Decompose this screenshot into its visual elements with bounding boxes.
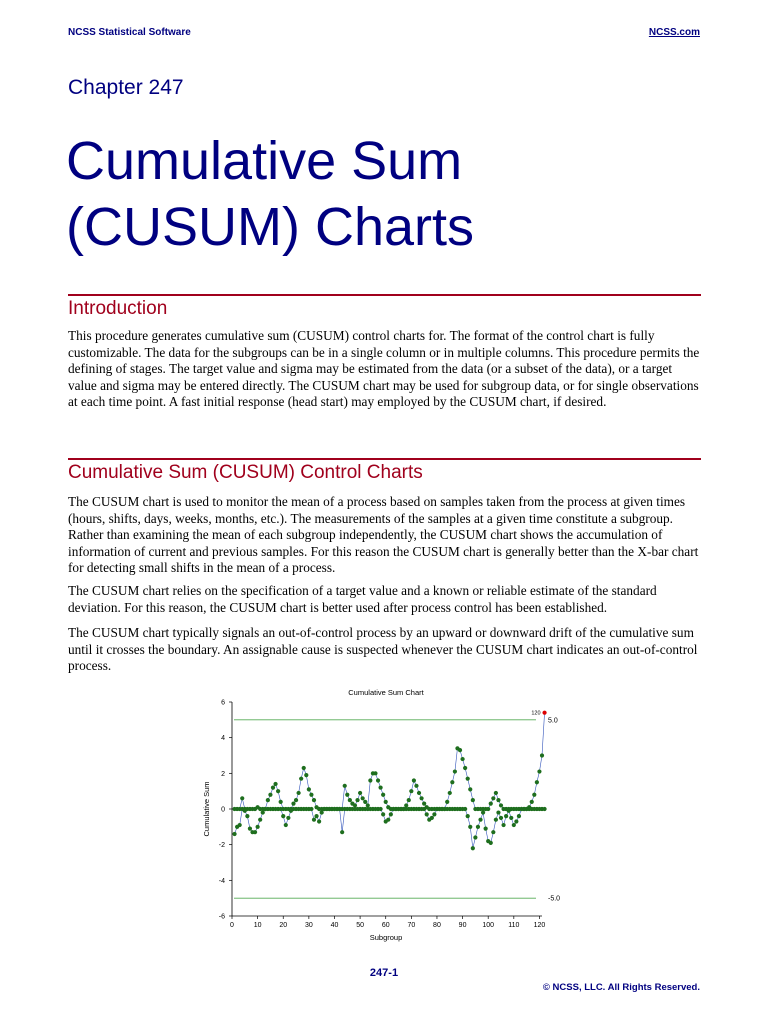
chart-point-upper: [489, 802, 493, 806]
chart-point-upper: [355, 798, 359, 802]
section-heading-introduction: Introduction: [68, 298, 168, 319]
chart-point-upper: [453, 769, 457, 773]
chart-point-upper: [419, 796, 423, 800]
chart-point-upper: [412, 778, 416, 782]
chart-point-upper: [345, 793, 349, 797]
chart-point-out-of-control: [542, 711, 546, 715]
chart-point-lower: [463, 807, 467, 811]
chart-point-lower: [256, 825, 260, 829]
chart-point-lower: [386, 818, 390, 822]
chart-point-upper: [466, 777, 470, 781]
chart-point-lower: [481, 810, 485, 814]
chart-point-upper: [299, 777, 303, 781]
chart-point-upper: [348, 798, 352, 802]
chart-point-lower: [338, 807, 342, 811]
intro-paragraph: This procedure generates cumulative sum (CUSUM) control charts for. The format of the control chart is fully customizable. The data for the subgroups can be in a single column or in multiple columns. This procedure permits the defining of stages. The target value and sigma may be estimated from the data (or a subset of the data), or a target value and sigma may be entered directly. The CUSUM chart may be used for subgroup data, or for single observations at each time point. A fast initial response (head start) may employed by the CUSUM chart, if desired.: [68, 328, 700, 409]
chart-point-upper: [307, 787, 311, 791]
chart-point-lower: [314, 814, 318, 818]
header-link-ncss[interactable]: NCSS.com: [648, 27, 700, 38]
chart-point-upper: [304, 773, 308, 777]
chart-y-tick-label: -6: [218, 913, 225, 921]
chart-y-tick-label: 2: [221, 770, 225, 778]
chart-point-lower: [496, 810, 500, 814]
chapter-label: Chapter 247: [68, 76, 184, 99]
page-title-line1: Cumulative Sum: [66, 131, 463, 191]
chart-point-upper: [540, 753, 544, 757]
chart-point-upper: [273, 782, 277, 786]
chart-point-upper: [450, 780, 454, 784]
chart-point-lower: [425, 812, 429, 816]
section-rule-introduction: [68, 294, 701, 296]
chart-point-lower: [245, 814, 249, 818]
chart-x-tick-label: 50: [356, 922, 364, 929]
chart-y-axis-label: Cumulative Sum: [202, 781, 211, 837]
chart-point-lower: [253, 830, 257, 834]
chart-point-upper: [494, 791, 498, 795]
chart-point-lower: [238, 823, 242, 827]
cusum-chart: [196, 686, 568, 946]
chart-y-tick-label: -4: [218, 877, 225, 885]
chart-y-tick-label: -2: [218, 842, 225, 850]
section-heading-cusum: Cumulative Sum (CUSUM) Control Charts: [68, 462, 423, 483]
chart-point-lower: [489, 841, 493, 845]
chart-x-tick-label: 30: [304, 922, 313, 929]
chart-point-upper: [378, 786, 382, 790]
chart-point-upper: [532, 793, 536, 797]
chart-point-upper: [309, 793, 313, 797]
chart-point-lower: [232, 832, 236, 836]
chart-point-upper: [363, 800, 367, 804]
chart-control-limit-label: 5.0: [548, 717, 558, 725]
chart-point-lower: [432, 812, 436, 816]
chart-point-lower: [309, 807, 313, 811]
chart-x-tick-label: 80: [433, 922, 441, 929]
chart-out-of-control-label: 120: [531, 710, 541, 717]
chart-point-upper: [460, 757, 464, 761]
chart-control-limit-label: -5.0: [548, 895, 561, 903]
chart-point-upper: [373, 771, 377, 775]
chart-point-upper: [535, 780, 539, 784]
chart-point-upper: [271, 786, 275, 790]
chart-point-upper: [422, 802, 426, 806]
chart-point-lower: [478, 818, 482, 822]
header-left-text: NCSS Statistical Software: [68, 27, 191, 38]
chart-point-upper: [361, 796, 365, 800]
page-number: 247-1: [369, 967, 399, 979]
cusum-paragraph-2: The CUSUM chart relies on the specification of a target value and a known or reliable estimate of the standard deviation. For this reason, the CUSUM chart is better used after process control has been established.: [68, 583, 657, 615]
chart-point-upper: [268, 793, 272, 797]
page-title: [66, 128, 474, 260]
chart-y-tick-label: 4: [221, 735, 225, 743]
chart-point-lower: [512, 823, 516, 827]
chart-point-upper: [448, 791, 452, 795]
chart-point-lower: [286, 816, 290, 820]
chart-point-upper: [343, 784, 347, 788]
chart-point-lower: [542, 807, 546, 811]
chart-point-lower: [340, 830, 344, 834]
chart-x-axis-label: Subgroup: [369, 933, 403, 942]
chart-point-upper: [414, 784, 418, 788]
chart-point-lower: [501, 823, 505, 827]
chart-series-line-upper: [235, 710, 545, 809]
chart-point-upper: [294, 798, 298, 802]
chart-point-lower: [476, 825, 480, 829]
chart-point-upper: [276, 789, 280, 793]
chart-point-lower: [261, 810, 265, 814]
chart-point-lower: [494, 818, 498, 822]
chart-point-lower: [281, 814, 285, 818]
chart-x-tick-label: 100: [482, 922, 495, 929]
copyright-text: © NCSS, LLC. All Rights Reserved.: [542, 982, 700, 993]
chart-point-upper: [291, 802, 295, 806]
chart-point-upper: [537, 769, 541, 773]
chart-point-upper: [240, 796, 244, 800]
chart-point-upper: [376, 778, 380, 782]
chart-point-upper: [530, 800, 534, 804]
chart-point-lower: [517, 814, 521, 818]
chart-point-upper: [499, 803, 503, 807]
chart-x-tick-label: 10: [253, 922, 262, 929]
chart-point-upper: [468, 787, 472, 791]
chart-point-upper: [384, 800, 388, 804]
chart-point-upper: [458, 748, 462, 752]
chart-point-upper: [279, 800, 283, 804]
chart-point-upper: [486, 807, 490, 811]
chart-point-upper: [302, 766, 306, 770]
chart-point-upper: [266, 798, 270, 802]
chart-point-lower: [312, 818, 316, 822]
cusum-paragraph-3: The CUSUM chart typically signals an out-of-control process by an upward or downward drift of the cumulative sum until it crosses the boundary. An assignable cause is suspected whenever the CUSUM chart indicates an out-of-control process.: [68, 625, 698, 673]
chart-point-upper: [358, 791, 362, 795]
cusum-paragraph-1: The CUSUM chart is used to monitor the mean of a process based on samples taken from the process at given times (hours, shifts, days, weeks, months, etc.). The measurements of the samples at a given time constitute a subgroup. Rather than examining the mean of each subgroup independently, the CUSUM chart shows the accumulation of information of current and previous samples. For this reason the CUSUM chart is generally better than the X-bar chart for detecting small shifts in the mean of a process.: [68, 494, 699, 575]
chart-point-upper: [491, 796, 495, 800]
chart-x-tick-label: 60: [381, 922, 390, 929]
chart-point-upper: [312, 798, 316, 802]
chart-y-tick-label: 6: [221, 699, 225, 707]
chart-point-lower: [507, 809, 511, 813]
chart-point-lower: [491, 830, 495, 834]
chart-point-lower: [468, 825, 472, 829]
chart-point-lower: [509, 816, 513, 820]
chart-point-upper: [381, 793, 385, 797]
chart-point-lower: [284, 823, 288, 827]
chart-point-lower: [248, 827, 252, 831]
chart-point-lower: [243, 809, 247, 813]
chart-x-tick-label: 70: [407, 922, 416, 929]
chart-point-upper: [463, 766, 467, 770]
chart-point-upper: [445, 800, 449, 804]
chart-point-lower: [471, 846, 475, 850]
chart-point-lower: [317, 819, 321, 823]
chart-point-lower: [430, 816, 434, 820]
chart-point-upper: [409, 789, 413, 793]
chart-point-lower: [381, 812, 385, 816]
chart-point-lower: [389, 812, 393, 816]
chart-point-lower: [504, 814, 508, 818]
chart-point-upper: [496, 798, 500, 802]
chart-y-tick-label: 0: [221, 806, 225, 814]
chart-point-lower: [473, 835, 477, 839]
chart-x-tick-label: 90: [458, 922, 467, 929]
chart-point-lower: [499, 816, 503, 820]
chart-point-lower: [514, 819, 518, 823]
chart-point-lower: [422, 807, 426, 811]
chart-x-tick-label: 120: [533, 922, 546, 929]
chart-point-upper: [407, 798, 411, 802]
chart-point-upper: [368, 778, 372, 782]
chart-x-tick-label: 40: [330, 922, 339, 929]
chart-point-lower: [378, 807, 382, 811]
chart-point-upper: [471, 798, 475, 802]
chart-point-upper: [297, 791, 301, 795]
chart-x-tick-label: 110: [508, 922, 520, 929]
chart-x-tick-label: 0: [230, 922, 234, 929]
chart-point-lower: [320, 810, 324, 814]
chart-point-lower: [484, 827, 488, 831]
chart-point-lower: [466, 814, 470, 818]
chart-point-lower: [279, 807, 283, 811]
chart-title: Cumulative Sum Chart: [348, 688, 424, 697]
page-title-line2: (CUSUM) Charts: [66, 197, 475, 257]
chart-x-tick-label: 20: [279, 922, 288, 929]
section-rule-cusum: [68, 458, 701, 460]
chart-point-upper: [417, 791, 421, 795]
chart-point-lower: [258, 818, 262, 822]
